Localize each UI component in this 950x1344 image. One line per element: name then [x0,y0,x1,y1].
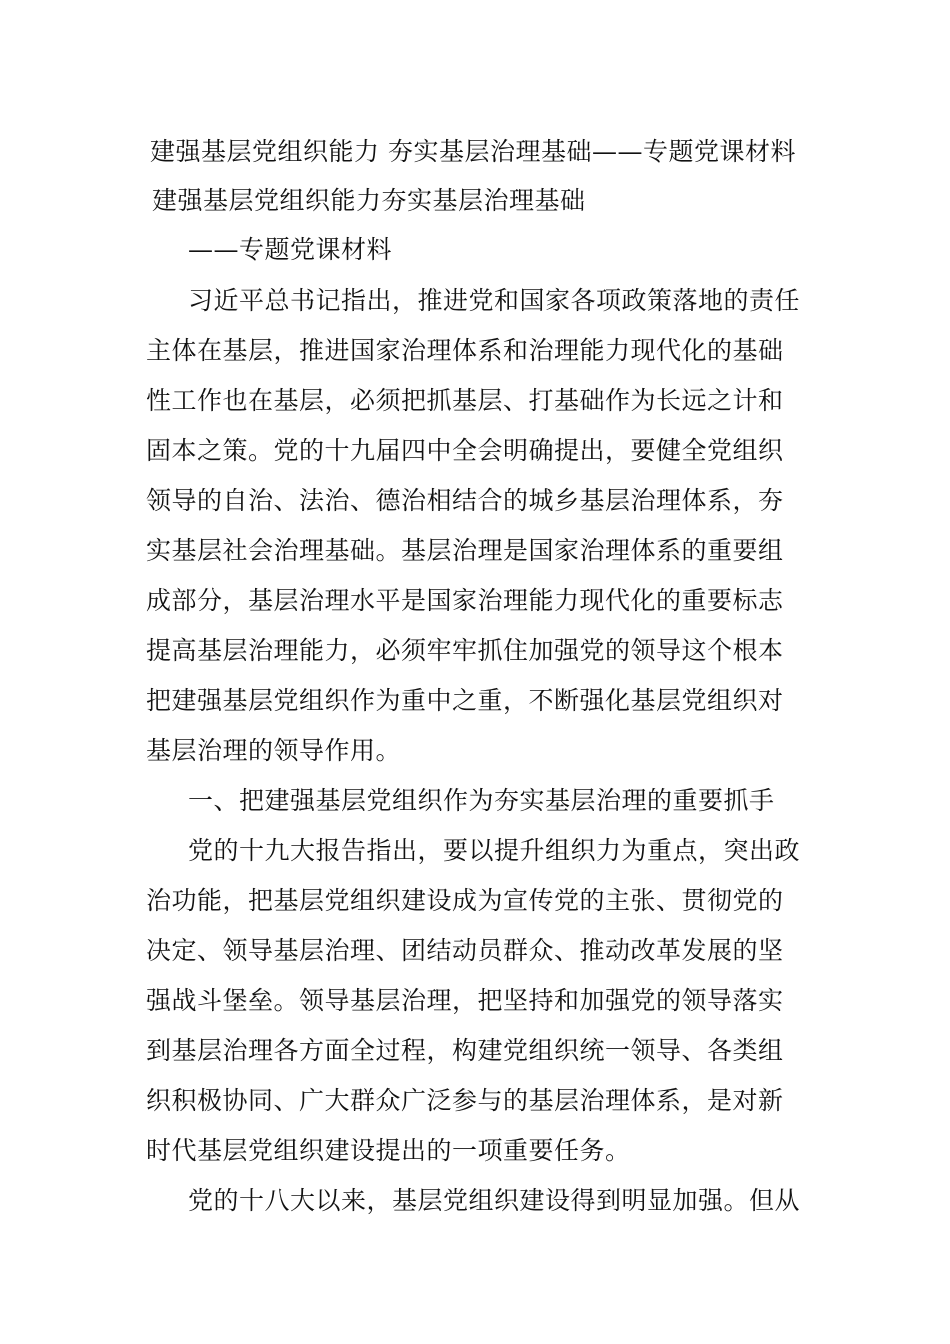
body-text-line: 提高基层治理能力，必须牢牢抓住加强党的领导这个根本 [146,636,784,665]
body-text-line: 性工作也在基层，必须把抓基层、打基础作为长远之计和 [146,386,784,415]
body-text-line: 治功能，把基层党组织建设成为宣传党的主张、贯彻党的 [146,886,784,915]
body-text-line: 领导的自治、法治、德治相结合的城乡基层治理体系，夯 [146,486,784,515]
body-text-line: 时代基层党组织建设提出的一项重要任务。 [146,1136,631,1165]
body-text-line: 成部分，基层治理水平是国家治理能力现代化的重要标志 [146,586,784,615]
body-text-line: 织积极协同、广大群众广泛参与的基层治理体系，是对新 [146,1086,784,1115]
body-text-line: 习近平总书记指出，推进党和国家各项政策落地的责任 [188,286,801,315]
body-text-line: 党的十八大以来，基层党组织建设得到明显加强。但从 [188,1186,801,1215]
body-text-line: 固本之策。党的十九届四中全会明确提出，要健全党组织 [146,436,784,465]
body-text-line: 党的十九大报告指出，要以提升组织力为重点，突出政 [188,836,801,865]
body-text-line: 基层治理的领导作用。 [146,736,402,765]
body-text-line: 把建强基层党组织作为重中之重，不断强化基层党组织对 [146,686,784,715]
document-title: 建强基层党组织能力 夯实基层治理基础——专题党课材料 [150,137,796,166]
body-text-line: 决定、领导基层治理、团结动员群众、推动改革发展的坚 [146,936,784,965]
document-subtitle: 建强基层党组织能力夯实基层治理基础 [152,186,586,215]
body-text-line: 实基层社会治理基础。基层治理是国家治理体系的重要组 [146,536,784,565]
document-subtitle-2: ——专题党课材料 [188,235,393,264]
body-text-line: 到基层治理各方面全过程，构建党组织统一领导、各类组 [146,1036,784,1065]
section-heading: 一、把建强基层党组织作为夯实基层治理的重要抓手 [188,786,775,815]
body-text-line: 主体在基层，推进国家治理体系和治理能力现代化的基础 [146,336,784,365]
body-text-line: 强战斗堡垒。领导基层治理，把坚持和加强党的领导落实 [146,986,784,1015]
